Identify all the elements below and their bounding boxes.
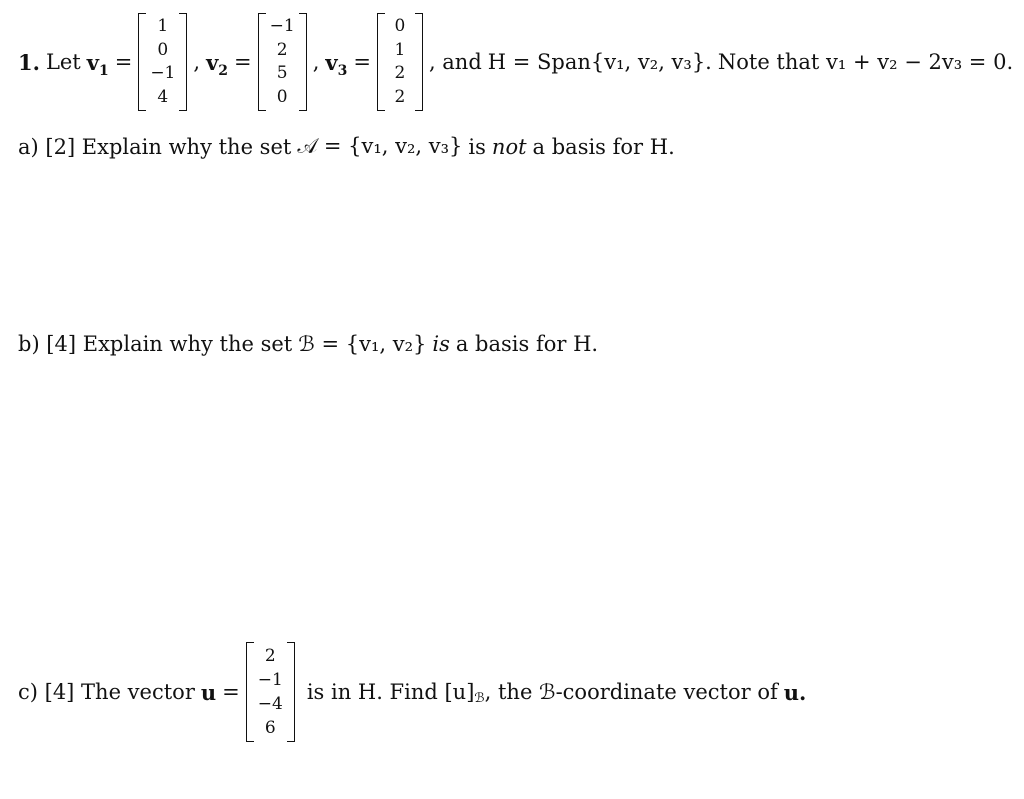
part-c-text1: is in H. Find [u] bbox=[306, 680, 475, 704]
part-c bbox=[18, 640, 806, 744]
part-b-rest: a basis for H. bbox=[455, 332, 599, 356]
v2-symbol: $v_2$ bbox=[206, 49, 229, 79]
comma: , bbox=[193, 50, 201, 74]
equals-sign: = bbox=[114, 50, 133, 74]
v3-matrix bbox=[377, 13, 423, 111]
part-b bbox=[18, 332, 598, 356]
and-text: , and bbox=[428, 50, 482, 74]
matrix-entry: −4 bbox=[257, 693, 283, 714]
part-a-label: a) [2] Explain why the set bbox=[18, 134, 292, 159]
part-b-label: b) [4] Explain why the set bbox=[18, 332, 293, 356]
problem-number: 1. bbox=[18, 49, 40, 75]
v2-matrix bbox=[258, 13, 307, 111]
equals-sign: = bbox=[222, 680, 240, 704]
part-c-u-end: u. bbox=[783, 679, 807, 705]
v1-matrix bbox=[138, 13, 187, 111]
matrix-entry: 2 bbox=[394, 86, 406, 107]
matrix-entry: 0 bbox=[157, 39, 169, 60]
part-c-text2: , the ℬ-coordinate vector of bbox=[484, 680, 778, 704]
matrix-entry: 1 bbox=[394, 39, 406, 60]
v1-symbol: $v_1$ bbox=[86, 49, 109, 79]
matrix-entry: 4 bbox=[157, 86, 169, 107]
part-a-set: 𝒜 = {v₁, v₂, v₃} bbox=[297, 134, 463, 158]
matrix-entry: −1 bbox=[257, 669, 283, 690]
matrix-entry: 0 bbox=[276, 86, 288, 107]
matrix-entry: 6 bbox=[264, 717, 276, 738]
part-a bbox=[18, 134, 675, 159]
equals-sign: = bbox=[234, 50, 252, 74]
part-b-set: ℬ = {v₁, v₂} bbox=[298, 332, 427, 356]
v3-symbol: $v_3$ bbox=[325, 49, 348, 79]
part-b-is: is bbox=[432, 332, 450, 356]
matrix-entry: −1 bbox=[269, 16, 295, 37]
u-matrix bbox=[246, 642, 295, 742]
problem-statement bbox=[18, 12, 1013, 112]
part-c-subscript: ℬ bbox=[474, 690, 485, 706]
matrix-entry: 2 bbox=[264, 645, 276, 666]
matrix-entry: 1 bbox=[157, 16, 169, 37]
part-a-rest: a basis for H. bbox=[532, 134, 675, 159]
h-definition: H = Span{v₁, v₂, v₃}. bbox=[487, 50, 712, 74]
matrix-entry: 2 bbox=[394, 63, 406, 84]
part-a-is: is bbox=[468, 134, 486, 159]
matrix-entry: 0 bbox=[394, 16, 406, 37]
equals-sign: = bbox=[353, 50, 371, 74]
matrix-entry: −1 bbox=[150, 63, 176, 84]
let-text: Let bbox=[45, 50, 81, 74]
part-c-label: c) [4] The vector bbox=[18, 680, 195, 704]
matrix-entry: 5 bbox=[276, 63, 288, 84]
part-a-not: not bbox=[491, 134, 527, 159]
comma: , bbox=[312, 50, 320, 74]
u-symbol: u bbox=[200, 679, 217, 705]
note-text: Note that v₁ + v₂ − 2v₃ = 0. bbox=[717, 50, 1014, 74]
matrix-entry: 2 bbox=[276, 39, 288, 60]
